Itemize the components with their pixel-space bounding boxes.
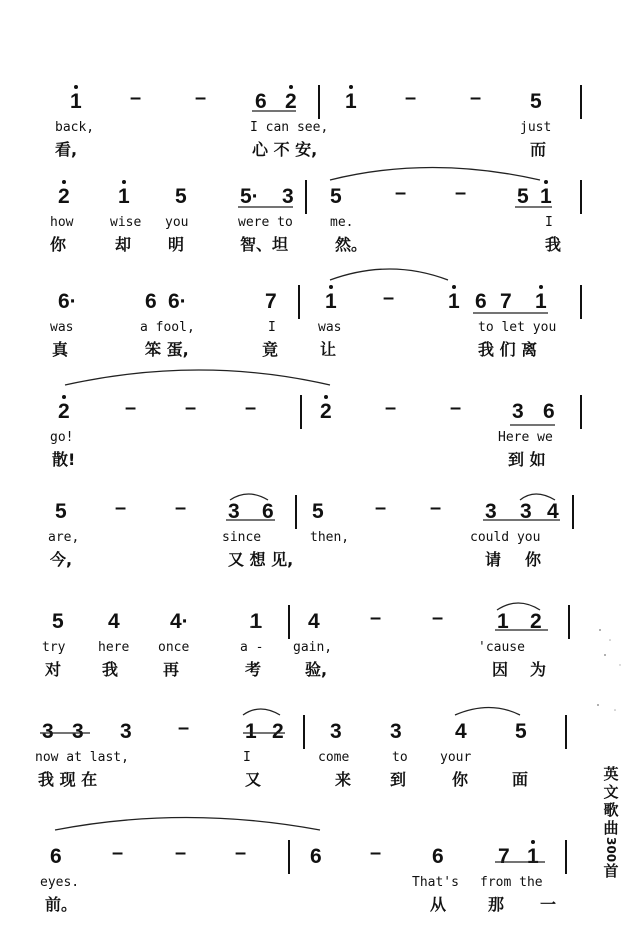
barline — [298, 285, 300, 319]
note: 1 — [497, 610, 509, 633]
lyric-chinese: 让 — [320, 340, 337, 359]
sustain-dash: – — [455, 182, 467, 204]
lyric-chinese: 心 不 安, — [252, 140, 318, 159]
barline — [565, 715, 567, 749]
note: 6 — [50, 845, 62, 868]
lyric-english: now at last, — [35, 750, 129, 765]
note: 7 — [498, 845, 510, 868]
sustain-dash: – — [450, 397, 462, 419]
lyric-chinese: 为 — [530, 660, 547, 679]
lyric-english: me. — [330, 215, 354, 230]
note: 4 — [108, 610, 120, 633]
note-high-octave: 1 — [535, 291, 547, 313]
lyric-chinese: 从 — [430, 895, 447, 914]
score-system-2 — [0, 180, 640, 290]
lyric-english: I can see, — [250, 120, 329, 135]
note: 2 — [530, 610, 542, 633]
sustain-dash: – — [175, 497, 187, 519]
octave-dot — [544, 180, 548, 184]
sustain-dash: – — [375, 497, 387, 519]
note: 6· — [58, 290, 77, 313]
note: 4 — [547, 500, 559, 523]
sustain-dash: – — [235, 842, 247, 864]
side-title-char: 首 — [603, 862, 619, 881]
lyric-english: 'cause — [478, 640, 525, 655]
lyric-english: wise — [110, 215, 142, 230]
lyric-english: Here we — [498, 430, 553, 445]
note: 6 — [262, 500, 274, 523]
score-system-8 — [0, 840, 640, 950]
note: 6 — [255, 90, 267, 113]
lyric-english: once — [158, 640, 190, 655]
barline — [580, 395, 582, 429]
lyric-chinese: 又 想 见, — [228, 550, 294, 569]
note: 6· — [168, 290, 187, 313]
note-high-octave: 1 — [540, 186, 552, 208]
side-book-title — [600, 765, 622, 880]
lyric-chinese: 真 — [52, 340, 69, 359]
lyric-english: your — [440, 750, 472, 765]
note: 5· — [240, 185, 259, 208]
lyric-english: was — [50, 320, 74, 335]
note: 6 — [432, 845, 444, 868]
note-high-octave: 1 — [345, 91, 357, 113]
sustain-dash: – — [370, 842, 382, 864]
barline — [288, 605, 290, 639]
lyric-chinese: 因 — [492, 660, 509, 679]
score-system-3 — [0, 285, 640, 395]
sustain-dash: – — [112, 842, 124, 864]
lyric-chinese: 对 — [45, 660, 62, 679]
lyric-english: since — [222, 530, 262, 545]
barline — [288, 840, 290, 874]
lyric-english: eyes. — [40, 875, 80, 890]
note: 4 — [455, 720, 467, 743]
note: 3 — [390, 720, 402, 743]
sustain-dash: – — [130, 87, 142, 109]
sustain-dash: – — [178, 717, 190, 739]
lyric-english: were to — [238, 215, 293, 230]
lyric-english: a fool, — [140, 320, 195, 335]
barline — [303, 715, 305, 749]
sustain-dash: – — [125, 397, 137, 419]
lyric-english: back, — [55, 120, 95, 135]
lyric-chinese: 智、坦 — [240, 235, 289, 254]
lyric-english: try — [42, 640, 66, 655]
sustain-dash: – — [405, 87, 417, 109]
note: 6 — [543, 400, 555, 423]
lyric-english: to let you — [478, 320, 557, 335]
side-title-char: 曲 — [603, 819, 619, 837]
note-high-octave: 2 — [58, 186, 70, 208]
note-high-octave: 1 — [448, 291, 460, 313]
lyric-chinese: 再 — [163, 660, 180, 679]
lyric-english: from the — [480, 875, 543, 890]
lyric-chinese: 明 — [168, 235, 185, 254]
lyric-chinese: 面 — [512, 770, 529, 789]
sustain-dash: – — [195, 87, 207, 109]
lyric-chinese: 又 — [245, 770, 262, 789]
note-high-octave: 2 — [58, 401, 70, 423]
note-high-octave: 1 — [527, 846, 539, 868]
note: 5 — [312, 500, 324, 523]
lyric-english: I — [545, 215, 553, 230]
score-system-1 — [0, 85, 640, 195]
lyric-chinese: 验, — [305, 660, 328, 679]
note: 5 — [175, 185, 187, 208]
octave-dot — [62, 180, 66, 184]
lyric-chinese: 看, — [55, 140, 78, 159]
barline — [580, 180, 582, 214]
barline — [580, 85, 582, 119]
lyric-english: could you — [470, 530, 541, 545]
lyric-chinese: 考 — [245, 660, 262, 679]
barline — [568, 605, 570, 639]
sustain-dash: – — [245, 397, 257, 419]
note: 3 — [485, 500, 497, 523]
lyric-chinese: 到 — [390, 770, 407, 789]
lyric-english: was — [318, 320, 342, 335]
side-title-char: 文 — [603, 783, 619, 801]
lyric-chinese: 却 — [115, 235, 132, 254]
side-title-char: 300 — [604, 837, 618, 863]
note: 6 — [145, 290, 157, 313]
note: 5 — [52, 610, 64, 633]
note: 3 — [42, 720, 54, 743]
lyric-english: here — [98, 640, 130, 655]
lyric-english: gain, — [293, 640, 333, 655]
lyric-english: That's — [412, 875, 459, 890]
note: 3 — [512, 400, 524, 423]
lyric-chinese: 散! — [52, 450, 76, 469]
octave-dot — [539, 285, 543, 289]
lyric-chinese: 请 — [485, 550, 502, 569]
note: 5 — [530, 90, 542, 113]
sustain-dash: – — [115, 497, 127, 519]
note: 3 — [228, 500, 240, 523]
lyric-english: are, — [48, 530, 80, 545]
lyric-english: just — [520, 120, 552, 135]
barline — [580, 285, 582, 319]
octave-dot — [452, 285, 456, 289]
note: 1 — [250, 610, 262, 633]
note: 6 — [475, 290, 487, 313]
note: 7 — [500, 290, 512, 313]
note: 7 — [265, 290, 277, 313]
lyric-english: go! — [50, 430, 74, 445]
lyric-english: I — [243, 750, 251, 765]
lyric-chinese: 我 — [102, 660, 119, 679]
side-title-char: 歌 — [603, 801, 619, 819]
lyric-english: a - — [240, 640, 264, 655]
octave-dot — [122, 180, 126, 184]
lyric-chinese: 一 — [540, 895, 557, 914]
lyric-chinese: 你 — [452, 770, 469, 789]
lyric-english: you — [165, 215, 189, 230]
barline — [565, 840, 567, 874]
lyric-chinese: 那 — [488, 895, 505, 914]
barline — [318, 85, 320, 119]
octave-dot — [349, 85, 353, 89]
lyric-english: how — [50, 215, 74, 230]
barline — [295, 495, 297, 529]
barline — [305, 180, 307, 214]
score-system-6 — [0, 605, 640, 715]
note-high-octave: 1 — [70, 91, 82, 113]
octave-dot — [324, 395, 328, 399]
note: 6 — [310, 845, 322, 868]
note: 5 — [515, 720, 527, 743]
lyric-chinese: 你 — [50, 235, 67, 254]
note: 3 — [120, 720, 132, 743]
note: 5 — [517, 185, 529, 208]
lyric-chinese: 你 — [525, 550, 542, 569]
note-high-octave: 2 — [320, 401, 332, 423]
note-high-octave: 2 — [285, 91, 297, 113]
sustain-dash: – — [430, 497, 442, 519]
sustain-dash: – — [432, 607, 444, 629]
lyric-chinese: 今, — [50, 550, 73, 569]
lyric-english: to — [392, 750, 408, 765]
lyric-chinese: 到 如 — [508, 450, 546, 469]
side-title-char: 英 — [603, 765, 619, 783]
lyric-chinese: 我 们 离 — [478, 340, 538, 359]
note: 3 — [330, 720, 342, 743]
octave-dot — [329, 285, 333, 289]
lyric-chinese: 而 — [530, 140, 547, 159]
barline — [572, 495, 574, 529]
barline — [300, 395, 302, 429]
octave-dot — [74, 85, 78, 89]
scan-noise — [590, 610, 630, 730]
lyric-chinese: 笨 蛋, — [145, 340, 189, 359]
sustain-dash: – — [395, 182, 407, 204]
score-system-5 — [0, 495, 640, 605]
note: 3 — [282, 185, 294, 208]
note: 1 — [245, 720, 257, 743]
note-high-octave: 1 — [325, 291, 337, 313]
sustain-dash: – — [383, 287, 395, 309]
lyric-chinese: 竟 — [262, 340, 279, 359]
score-system-7 — [0, 715, 640, 825]
lyric-english: I — [268, 320, 276, 335]
octave-dot — [62, 395, 66, 399]
lyric-chinese: 前。 — [45, 895, 78, 914]
note-high-octave: 1 — [118, 186, 130, 208]
note: 3 — [520, 500, 532, 523]
note: 5 — [330, 185, 342, 208]
lyric-chinese: 我 — [545, 235, 562, 254]
sustain-dash: – — [385, 397, 397, 419]
sustain-dash: – — [370, 607, 382, 629]
score-system-4 — [0, 395, 640, 505]
note: 2 — [272, 720, 284, 743]
sustain-dash: – — [175, 842, 187, 864]
lyric-chinese: 来 — [335, 770, 352, 789]
sustain-dash: – — [185, 397, 197, 419]
octave-dot — [531, 840, 535, 844]
lyric-english: come — [318, 750, 350, 765]
note: 4 — [308, 610, 320, 633]
lyric-english: then, — [310, 530, 350, 545]
note: 4· — [170, 610, 189, 633]
note: 5 — [55, 500, 67, 523]
octave-dot — [289, 85, 293, 89]
note: 3 — [72, 720, 84, 743]
sustain-dash: – — [470, 87, 482, 109]
lyric-chinese: 我 现 在 — [38, 770, 98, 789]
lyric-chinese: 然。 — [335, 235, 368, 254]
